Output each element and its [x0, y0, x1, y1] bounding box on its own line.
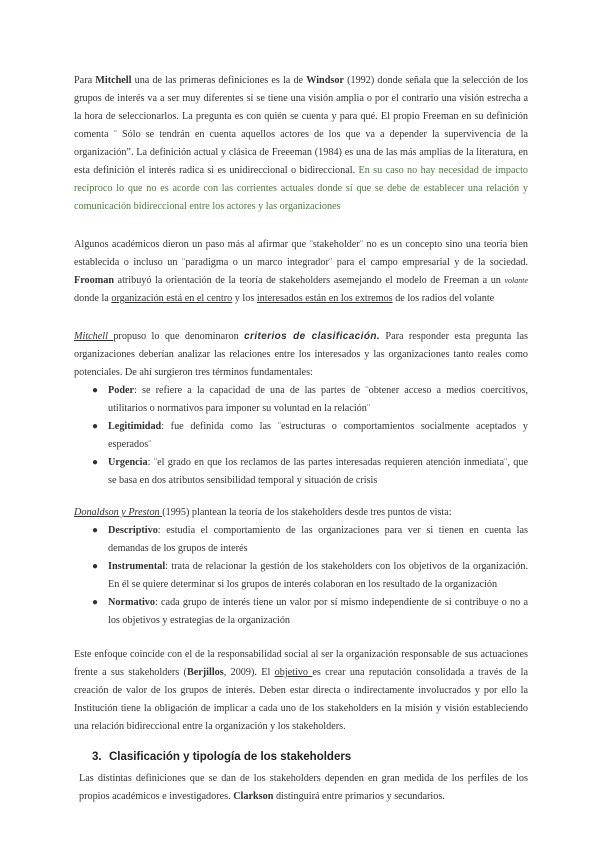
list-item	[92, 418, 528, 454]
text: una de las primeras definiciones es la de	[131, 75, 307, 86]
paragraph-berjillos	[74, 646, 528, 736]
paragraph-donaldson-preston	[74, 504, 528, 522]
text: Para	[74, 75, 96, 86]
bullet-icon: ●	[92, 597, 99, 608]
author-frooman: Frooman	[74, 275, 114, 286]
term: Legitimidad	[108, 421, 162, 432]
list-item	[92, 558, 528, 594]
text: y los	[232, 293, 257, 304]
paragraph-mitchell-windsor	[74, 72, 528, 216]
list-item	[92, 594, 528, 630]
text: : cada grupo de interés tiene un valor por sí mismo independiente de si contribuye o no a los objetivos y estrategias de la organización	[108, 597, 528, 626]
bullet-icon: ●	[92, 457, 99, 468]
author-clarkson: Clarkson	[233, 791, 274, 802]
author-donaldson-preston: Donaldson y Preston	[74, 507, 163, 518]
criterios-heading-text: criterios de clasificación.	[244, 331, 381, 342]
underlined-text: objetivo	[274, 667, 313, 678]
list-item	[92, 454, 528, 490]
text: Este enfoque coincide con el de la responsabilidad social al ser la organización responsable de sus actuaciones frente a sus stakeholders (	[74, 649, 528, 678]
list-item	[92, 522, 528, 558]
paragraph-mitchell-criterios	[74, 328, 528, 382]
text: de los radios del volante	[392, 293, 495, 304]
bullet-icon: ●	[92, 385, 99, 396]
text: (1995) plantean la teoría de los stakeholders desde tres puntos de vista:	[162, 507, 452, 518]
list-item	[92, 382, 528, 418]
term: Descriptivo	[108, 525, 158, 536]
section-heading	[74, 748, 528, 766]
section-title: Clasificación y tipología de los stakeholders	[109, 751, 352, 763]
bullet-list-puntos-de-vista	[74, 522, 528, 630]
text: donde la	[74, 293, 112, 304]
author-windsor: Windsor	[306, 75, 344, 86]
term: Poder	[108, 385, 135, 396]
text: : ¨el grado en que los reclamos de las partes interesadas requieren atención inmediata¨, que se basa en dos atributos sensibilidad temporal y situación de crisis	[108, 457, 528, 486]
text: Para responder esta pregunta las organizaciones deberían analizar las relaciones entre los interesados y las organizaciones tanto reales como potenciales. De ahí surgieron tres términos fundamentales:	[74, 331, 528, 378]
bullet-icon: ●	[92, 561, 99, 572]
text: Las distintas definiciones que se dan de los stakeholders dependen en gran medida de los perfiles de los propios académicos e investigadores.	[79, 773, 528, 802]
author-mitchell-italic: Mitchell	[74, 331, 114, 342]
text: atribuyó la orientación de la teoría de stakeholders asemejando el modelo de Freeman a un	[114, 275, 505, 286]
bullet-list-criterios	[74, 382, 528, 490]
text: distinguirá entre primarios y secundarios.	[273, 791, 445, 802]
author-berjillos: Berjillos	[186, 667, 224, 678]
text: : trata de relacionar la gestión de los stakeholders con los objetivos de la organización. En él se quiere determinar si los grupos de interés colaboran en los resultado de la organización	[108, 561, 528, 590]
underlined-text: interesados están en los extremos	[256, 293, 393, 304]
term: Urgencia	[108, 457, 148, 468]
paragraph-frooman	[74, 236, 528, 308]
paragraph-clarkson	[74, 770, 528, 806]
volante-word: volante	[504, 276, 528, 285]
section-number: 3.	[92, 751, 102, 763]
green-highlight-text: En su caso no hay necesidad de impacto recíproco lo que no es acorde con las corrientes actuales donde sí que se debe de establecer una relación y comunicación bidireccional entre los actores y las organizaciones	[74, 165, 528, 212]
term: Normativo	[108, 597, 155, 608]
text: propuso lo que denominaron	[113, 331, 245, 342]
text: : fue definida como las ¨estructuras o comportamientos socialmente aceptados y esperados¨	[108, 421, 528, 450]
text: , 2009). El	[223, 667, 275, 678]
bullet-icon: ●	[92, 525, 99, 536]
text: Algunos académicos dieron un paso más al afirmar que ¨stakeholder¨ no es un concepto sino una teoría bien establecida o incluso un ¨paradigma o un marco integrador¨ para el campo empresarial y de la sociedad.	[74, 239, 528, 268]
text: : estudia el comportamiento de las organizaciones para ver si tienen en cuenta las demandas de los grupos de interés	[108, 525, 528, 554]
underlined-text: organización está en el centro	[111, 293, 233, 304]
text: (1992) donde señala que la selección de los grupos de interés va a ser muy diferentes si se tiene una visión amplia o por el contrario una visión estrecha a la hora de seleccionarlos. La pregunta es con quién se cuenta y para qué. El propio Freeman en su definición comenta ¨ Sólo se tendrán en cuenta aquellos actores de los que va a depender la supervivencia de la organización”. La definición actual y clásica de Freeeman (1984) es una de las más amplias de la literatura, en esta definición el interés radica si es unidireccional o bidireccional.	[74, 75, 528, 176]
bullet-icon: ●	[92, 421, 99, 432]
term: Instrumental	[108, 561, 166, 572]
author-mitchell: Mitchell	[95, 75, 132, 86]
text: : se refiere a la capacidad de una de las partes de ¨obtener acceso a medios coercitivos, utilitarios o normativos para imponer su voluntad en la relación¨	[108, 385, 528, 414]
text: es crear una reputación consolidada a través de la creación de valor de los grupos de interés. Deben estar directa o indirectamente involucrados y por ello la Institución tiene la obligación de implicar a cada uno de los stakeholders en la misión y visión estableciendo una relación bidireccional entre la organización y los stakeholders.	[74, 667, 528, 732]
